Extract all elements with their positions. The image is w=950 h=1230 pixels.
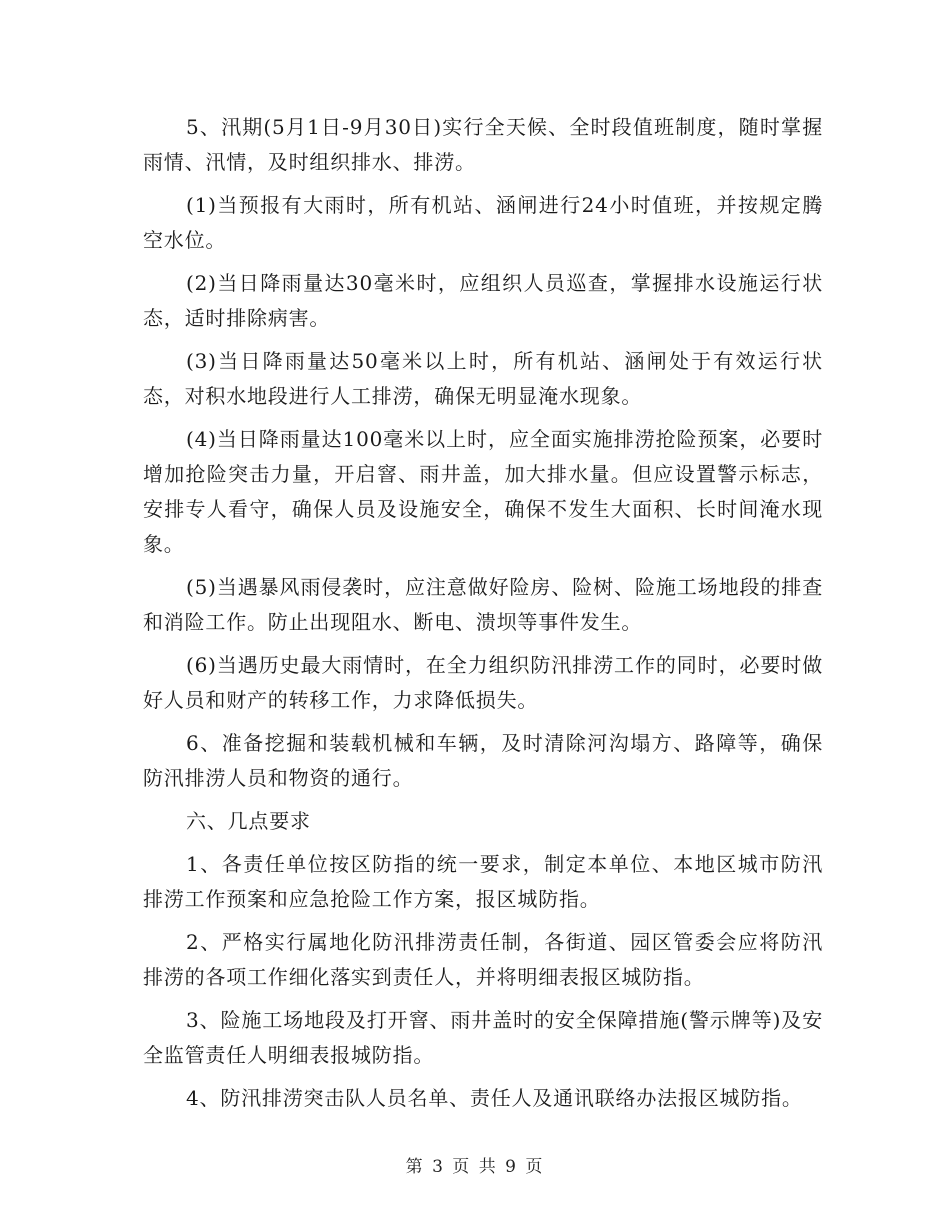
paragraph-historic-rain: (6)当遇历史最大雨情时，在全力组织防汛排涝工作的同时，必要时做好人员和财产的转移工作，力求降低损失。 [143,653,823,712]
paragraph-rainfall-30mm: (2)当日降雨量达30毫米时，应组织人员巡查，掌握排水设施运行状态，适时排除病害。 [143,271,823,330]
paragraph-requirement-1: 1、各责任单位按区防指的统一要求，制定本单位、本地区城市防汛排涝工作预案和应急抢险工作方案，报区城防指。 [143,852,823,911]
paragraph-storm-attack: (5)当遇暴风雨侵袭时，应注意做好险房、险树、险施工场地段的排查和消险工作。防止出现阻水、断电、溃坝等事件发生。 [143,575,823,634]
paragraph-flood-season-duty: 5、汛期(5月1日-9月30日)实行全天候、全时段值班制度，随时掌握雨情、汛情，及时组织排水、排涝。 [143,115,823,174]
paragraph-machinery-prep: 6、准备挖掘和装载机械和车辆，及时清除河沟塌方、路障等，确保防汛排涝人员和物资的通行。 [143,731,823,790]
paragraph-requirement-3: 3、险施工场地段及打开窨、雨井盖时的安全保障措施(警示牌等)及安全监管责任人明细表报城防指。 [143,1008,823,1067]
paragraph-requirement-4: 4、防汛排涝突击队人员名单、责任人及通讯联络办法报区城防指。 [186,1086,803,1110]
paragraph-rainfall-100mm: (4)当日降雨量达100毫米以上时，应全面实施排涝抢险预案，必要时增加抢险突击力量，开启窨、雨井盖，加大排水量。但应设置警示标志，安排专人看守，确保人员及设施安全，确保不发生大面积、长时间淹水现象。 [143,427,823,556]
paragraph-requirement-2: 2、严格实行属地化防汛排涝责任制，各街道、园区管委会应将防汛排涝的各项工作细化落实到责任人，并将明细表报区城防指。 [143,930,823,989]
section-heading-requirements: 六、几点要求 [186,809,311,833]
paragraph-rainfall-50mm: (3)当日降雨量达50毫米以上时，所有机站、涵闸处于有效运行状态，对积水地段进行人工排涝，确保无明显淹水现象。 [143,349,823,408]
paragraph-heavy-rain-forecast: (1)当预报有大雨时，所有机站、涵闸进行24小时值班，并按规定腾空水位。 [143,193,823,252]
page-number-footer: 第 3 页 共 9 页 [405,1157,545,1177]
document-body [143,110,823,1124]
